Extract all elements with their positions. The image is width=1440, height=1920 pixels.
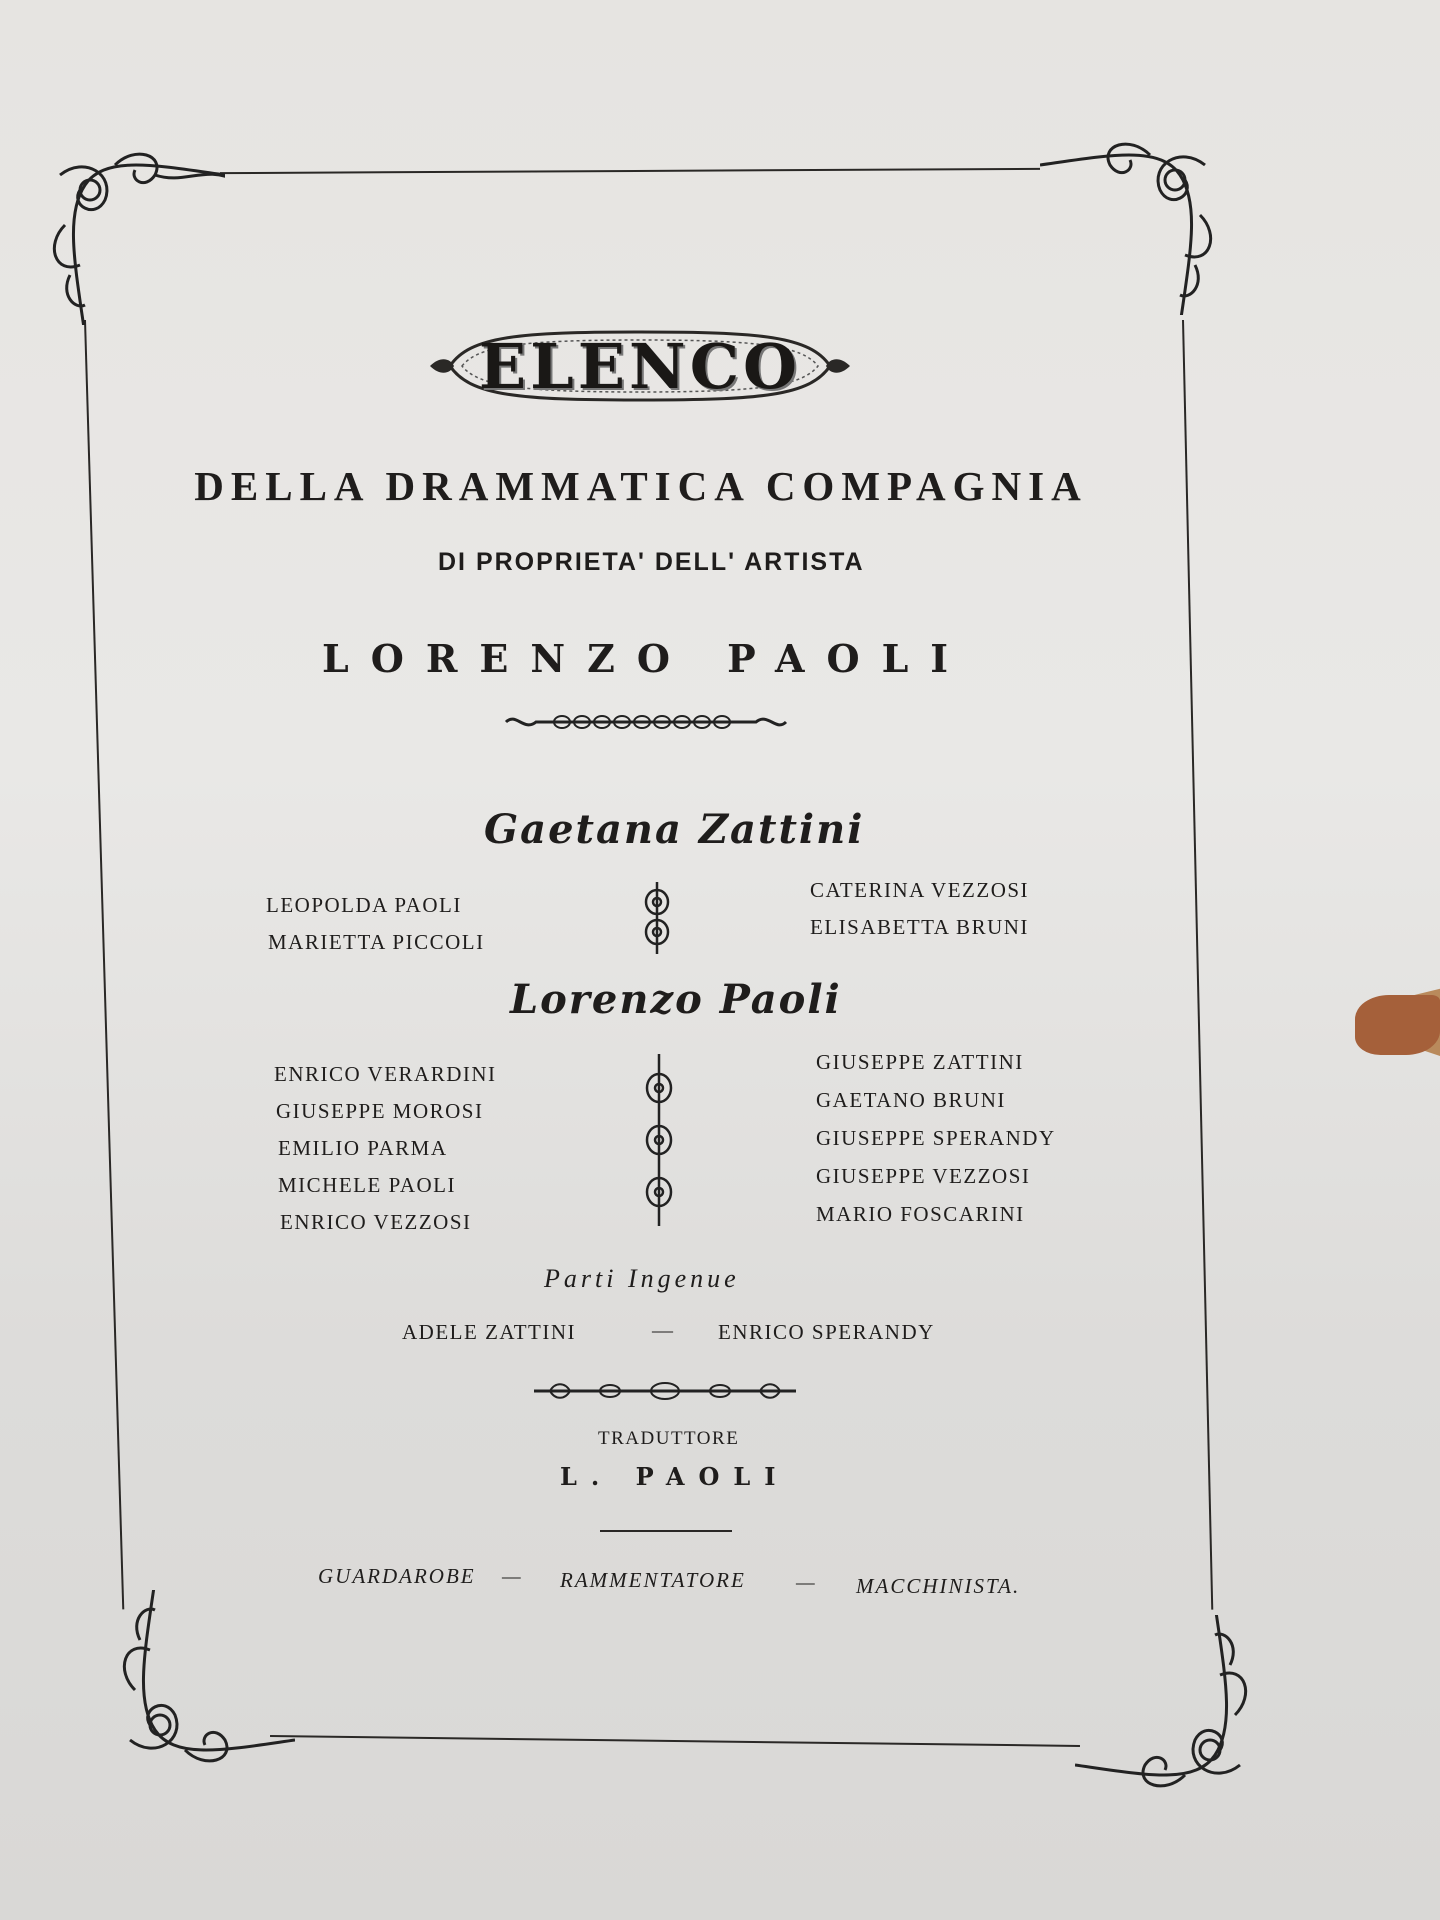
corner-ornament-top-right (1040, 135, 1220, 315)
cast-right: CATERINA VEZZOSI (810, 878, 1030, 902)
corner-ornament-bottom-right (1075, 1615, 1255, 1795)
divider-ornament (502, 710, 790, 734)
cast-left: EMILIO PARMA (278, 1136, 448, 1160)
cast-left: MARIETTA PICCOLI (268, 930, 485, 954)
cast-left: MICHELE PAOLI (278, 1173, 456, 1197)
footer-item: RAMMENTATORE (560, 1568, 746, 1592)
ingenue-right: ENRICO SPERANDY (718, 1320, 935, 1344)
corner-ornament-top-left (45, 145, 225, 325)
cast-right: MARIO FOSCARINI (816, 1202, 1025, 1226)
cast-right: GAETANO BRUNI (816, 1088, 1006, 1112)
ingenue-dash: — (652, 1318, 675, 1342)
owner-name: LORENZO PAOLI (322, 636, 971, 681)
translator-name: L. PAOLI (560, 1462, 790, 1491)
subheading: DI PROPRIETA' DELL' ARTISTA (438, 548, 865, 576)
cast-right: GIUSEPPE ZATTINI (816, 1050, 1024, 1074)
cast-left: ENRICO VEZZOSI (280, 1210, 472, 1234)
footer-sep: — (502, 1564, 523, 1588)
lead-actress: Gaetana Zattini (484, 806, 865, 853)
title-badge (430, 328, 850, 404)
ingenue-left: ADELE ZATTINI (402, 1320, 577, 1344)
vertical-ornament-long (642, 1052, 676, 1228)
vertical-ornament (642, 880, 672, 956)
footer-item: MACCHINISTA. (856, 1574, 1021, 1598)
document-title: ELENCO (478, 330, 802, 403)
short-rule (600, 1530, 732, 1532)
cast-left: LEOPOLDA PAOLI (266, 893, 462, 917)
cast-right: GIUSEPPE SPERANDY (816, 1126, 1056, 1150)
lead-actor: Lorenzo Paoli (510, 976, 842, 1023)
corner-ornament-bottom-left (115, 1590, 295, 1770)
cast-left: ENRICO VERARDINI (274, 1062, 497, 1086)
footer-sep: — (796, 1570, 817, 1594)
footer-item: GUARDAROBE (318, 1564, 476, 1588)
heading: DELLA DRAMMATICA COMPAGNIA (194, 463, 1088, 509)
cast-left: GIUSEPPE MOROSI (276, 1099, 484, 1123)
divider-ornament-2 (530, 1380, 800, 1402)
cast-right: GIUSEPPE VEZZOSI (816, 1164, 1031, 1188)
cast-right: ELISABETTA BRUNI (810, 915, 1029, 939)
ingenue-heading: Parti Ingenue (544, 1264, 740, 1293)
torn-edge (1355, 995, 1440, 1055)
translator-label: TRADUTTORE (598, 1428, 740, 1449)
